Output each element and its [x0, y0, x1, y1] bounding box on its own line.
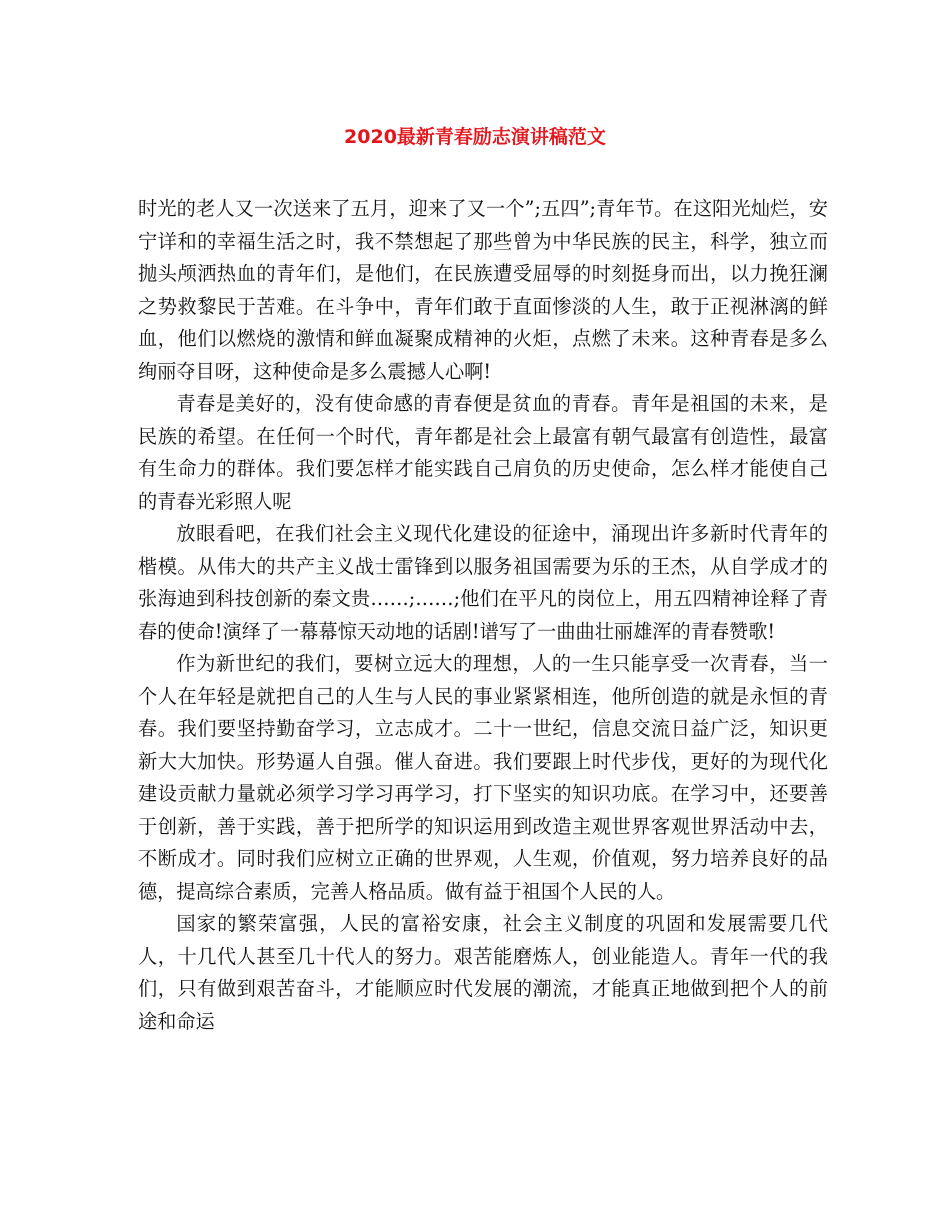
- paragraph-3: 放眼看吧，在我们社会主义现代化建设的征途中，涌现出许多新时代青年的楷模。从伟大的共产主义战士雷锋到以服务祖国需要为乐的王杰，从自学成才的张海迪到科技创新的秦文贵……;……;他们在平凡的岗位上，用五四精神诠释了青春的使命!演绎了一幕幕惊天动地的话剧!谱写了一曲曲壮丽雄浑的青春赞歌!: [138, 522, 828, 643]
- paragraph-4: 作为新世纪的我们，要树立远大的理想，人的一生只能享受一次青春，当一个人在年轻是就把自己的人生与人民的事业紧紧相连，他所创造的就是永恒的青春。我们要坚持勤奋学习，立志成才。二十一世纪，信息交流日益广泛，知识更新大大加快。形势逼人自强。催人奋进。我们要跟上时代步伐，更好的为现代化建设贡献力量就必须学习学习再学习，打下坚实的知识功底。在学习中，还要善于创新，善于实践，善于把所学的知识运用到改造主观世界客观世界活动中去，不断成才。同时我们应树立正确的世界观，人生观，价值观，努力培养良好的品德，提高综合素质，完善人格品质。做有益于祖国个人民的人。: [138, 652, 828, 903]
- document-body: [138, 193, 828, 1038]
- paragraph-2: 青春是美好的，没有使命感的青春便是贫血的青春。青年是祖国的未来，是民族的希望。在任何一个时代，青年都是社会上最富有朝气最富有创造性，最富有生命力的群体。我们要怎样才能实践自己肩负的历史使命，怎么样才能使自己的青春光彩照人呢: [138, 392, 828, 513]
- document-title: 2020最新青春励志演讲稿范文: [344, 126, 606, 148]
- paragraph-1: 时光的老人又一次送来了五月，迎来了又一个”;五四”;青年节。在这阳光灿烂，安宁详和的幸福生活之时，我不禁想起了那些曾为中华民族的民主，科学，独立而抛头颅洒热血的青年们，是他们，在民族遭受屈辱的时刻挺身而出，以力挽狂澜之势救黎民于苦难。在斗争中，青年们敢于直面惨淡的人生，敢于正视淋漓的鲜血，他们以燃烧的激情和鲜血凝聚成精神的火炬，点燃了未来。这种青春是多么绚丽夺目呀，这种使命是多么震撼人心啊!: [138, 197, 828, 383]
- paragraph-5: 国家的繁荣富强，人民的富裕安康，社会主义制度的巩固和发展需要几代人，十几代人甚至几十代人的努力。艰苦能磨炼人，创业能造人。青年一代的我们，只有做到艰苦奋斗，才能顺应时代发展的潮流，才能真正地做到把个人的前途和命运: [138, 912, 828, 1033]
